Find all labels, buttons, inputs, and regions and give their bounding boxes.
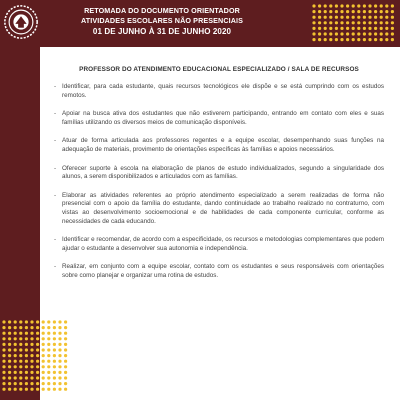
decorative-dot [357,16,360,19]
decorative-dot [25,320,28,323]
decorative-dot [391,4,394,7]
decorative-dot [42,343,45,346]
decorative-dot [380,10,383,13]
decorative-dot [340,32,343,35]
list-item: - Atuar de forma articulada aos professores regentes e a equipe escolar, desempenhando suas funções na adequação de materiais, provimento de orientações específicas às famílias e apoios necessários. [54,137,384,154]
decorative-dot [14,365,17,368]
decorative-dot [19,343,22,346]
decorative-dot [30,343,33,346]
decorative-dot [312,21,315,24]
decorative-dot [352,32,355,35]
decorative-dot [25,371,28,374]
decorative-dot [385,16,388,19]
decorative-dot [329,10,332,13]
decorative-dot [25,388,28,391]
decorative-dot [357,4,360,7]
decorative-dot [329,27,332,30]
decorative-dot [380,27,383,30]
decorative-dot [47,320,50,323]
decorative-dot [335,27,338,30]
decorative-dot [19,382,22,385]
decorative-dot [374,10,377,13]
decorative-dot [58,354,61,357]
decorative-dot [329,32,332,35]
decorative-dot [47,388,50,391]
decorative-dot [357,27,360,30]
decorative-dot [312,16,315,19]
decorative-dot [368,27,371,30]
decorative-dot [324,4,327,7]
decorative-dot [30,365,33,368]
decorative-dot [25,365,28,368]
decorative-dot [335,32,338,35]
decorative-dot [47,382,50,385]
decorative-dot [47,354,50,357]
decorative-dot [14,354,17,357]
decorative-dot [8,332,11,335]
decorative-dot [312,27,315,30]
decorative-dot [380,38,383,41]
decorative-dot [324,10,327,13]
decorative-dot [391,38,394,41]
decorative-dot [30,371,33,374]
decorative-dot [352,27,355,30]
decorative-dot [42,388,45,391]
decorative-dot [58,360,61,363]
decorative-dot [368,21,371,24]
decorative-dot [47,337,50,340]
decorative-dot [42,365,45,368]
decorative-dot [385,32,388,35]
decorative-dot [2,360,5,363]
decorative-dot [374,38,377,41]
decorative-dot [30,320,33,323]
decorative-dot [8,365,11,368]
decorative-dot [14,326,17,329]
decorative-dot [47,365,50,368]
decorative-dot [64,354,67,357]
decorative-dot [53,382,56,385]
decorative-dot [340,16,343,19]
decorative-dot [64,388,67,391]
decorative-dot [380,32,383,35]
decorative-dot [30,360,33,363]
decorative-dot [58,320,61,323]
decorative-dot [8,354,11,357]
decorative-dot [14,382,17,385]
section-title: PROFESSOR DO ATENDIMENTO EDUCACIONAL ESPECIALIZADO / SALA DE RECURSOS [79,66,359,73]
responsibilities-list [54,83,384,281]
decorative-dot [36,354,39,357]
decorative-dot [352,38,355,41]
decorative-dot [363,27,366,30]
decorative-dot [8,326,11,329]
decorative-dot [53,320,56,323]
decorative-dot [329,4,332,7]
decorative-dot [14,332,17,335]
decorative-dot [25,337,28,340]
decorative-dot [36,326,39,329]
decorative-dot [340,10,343,13]
decorative-dot [19,360,22,363]
decorative-dot [42,348,45,351]
decorative-dot [42,376,45,379]
decorative-dot [380,21,383,24]
decorative-dot [25,348,28,351]
decorative-dot [363,4,366,7]
decorative-dot [30,354,33,357]
decorative-dot [14,376,17,379]
header-title-block [52,6,272,37]
decorative-dot [385,4,388,7]
decorative-dot [53,388,56,391]
decorative-dot [2,382,5,385]
decorative-dot [346,21,349,24]
decorative-dot [30,326,33,329]
decorative-dot [64,376,67,379]
decorative-dot [58,371,61,374]
list-item: - Apoiar na busca ativa dos estudantes que não estiverem participando, entrando em contato com eles e suas famílias utilizando os diversos meios de comunicação disponíveis. [54,110,384,127]
decorative-dot [324,16,327,19]
decorative-dot [324,38,327,41]
header-date-range: 01 DE JUNHO À 31 DE JUNHO 2020 [92,27,232,36]
decorative-dot [391,16,394,19]
decorative-dot [36,371,39,374]
decorative-dot [363,16,366,19]
decorative-dot [318,38,321,41]
decorative-dot [374,27,377,30]
decorative-dot [58,332,61,335]
header-line-1: RETOMADA DO DOCUMENTO ORIENTADOR [84,6,240,15]
decorative-dot [58,348,61,351]
decorative-dot [19,320,22,323]
decorative-dot [8,360,11,363]
decorative-dot [47,343,50,346]
decorative-dot [36,360,39,363]
decorative-dot [47,326,50,329]
decorative-dot [42,332,45,335]
decorative-dot [8,371,11,374]
decorative-dot [30,376,33,379]
decorative-dot [357,21,360,24]
decorative-dot [329,38,332,41]
decorative-dot [352,4,355,7]
decorative-dot [368,16,371,19]
decorative-dot [58,382,61,385]
decorative-dot [64,337,67,340]
decorative-dot [42,337,45,340]
decorative-dot [64,348,67,351]
decorative-dot [14,360,17,363]
decorative-dot [329,16,332,19]
decorative-dot [53,354,56,357]
decorative-dot [385,38,388,41]
decorative-dot [19,348,22,351]
decorative-dot [19,365,22,368]
decorative-dot [42,326,45,329]
school-crest-icon [2,3,40,41]
decorative-dot [352,16,355,19]
decorative-dot [335,10,338,13]
decorative-dot [312,10,315,13]
decorative-dot [335,21,338,24]
decorative-dot [19,332,22,335]
decorative-dot [318,32,321,35]
decorative-dot [30,348,33,351]
decorative-dot [25,376,28,379]
decorative-dot [25,354,28,357]
decorative-dot [58,337,61,340]
decorative-dot [14,320,17,323]
list-item: - Identificar, para cada estudante, quais recursos tecnológicos ele dispõe e se está cumprindo com os estudos remotos. [54,83,384,100]
decorative-dot [318,21,321,24]
decorative-dot [30,332,33,335]
decorative-dot [391,10,394,13]
decorative-dot [346,16,349,19]
decorative-dot [19,376,22,379]
decorative-dot [14,343,17,346]
decorative-dot [8,376,11,379]
decorative-dot [47,360,50,363]
decorative-dot [36,332,39,335]
decorative-dot [2,332,5,335]
decorative-dot [312,4,315,7]
decorative-dot [14,371,17,374]
decorative-dot [374,4,377,7]
decorative-dot [2,326,5,329]
list-item: - Oferecer suporte à escola na elaboração de planos de estudo individualizados, segundo a singularidade dos alunos, a serem disponibilizados e articulados com as famílias. [54,165,384,182]
decorative-dot [357,32,360,35]
decorative-dot [335,16,338,19]
decorative-dot [385,27,388,30]
decorative-dot [363,32,366,35]
decorative-dot [64,371,67,374]
decorative-dot [25,332,28,335]
decorative-dot [14,337,17,340]
decorative-dot [385,21,388,24]
decorative-dot [25,343,28,346]
decorative-dot [2,348,5,351]
decorative-dot [312,38,315,41]
decorative-dot [19,326,22,329]
decorative-dot [318,4,321,7]
decorative-dot [19,371,22,374]
decorative-dot [36,365,39,368]
decorative-dot [53,365,56,368]
decorative-dot [380,4,383,7]
decorative-dot [340,38,343,41]
decorative-dot [42,382,45,385]
decorative-dot [363,38,366,41]
decorative-dot [318,16,321,19]
decorative-dot [2,371,5,374]
decorative-dot [30,382,33,385]
decorative-dot [64,320,67,323]
decorative-dot [329,21,332,24]
decorative-dot [19,354,22,357]
decorative-dot [36,343,39,346]
decorative-dot [8,388,11,391]
decorative-dot [2,365,5,368]
decorative-dot [368,10,371,13]
decorative-dot [346,4,349,7]
decorative-dot [53,343,56,346]
decorative-dot [391,32,394,35]
decorative-dot [30,388,33,391]
decorative-dot [346,27,349,30]
decorative-dot [352,10,355,13]
decorative-dot [53,371,56,374]
list-item: - Elaborar as atividades referentes ao próprio atendimento especializado a serem realizadas de forma não presencial com o apoio da família do estudante, dando continuidade ao trabalho realizado no contraturno, com vistas ao desenvolvimento socioemocional e de habilidades de cada componente curricular, conforme as necessidades de cada educando. [54,192,384,226]
decorative-dot [340,21,343,24]
decorative-dot [53,376,56,379]
decorative-dot [8,382,11,385]
decorative-dot [346,10,349,13]
decorative-dot [47,376,50,379]
decorative-dot [36,382,39,385]
decorative-dot [14,388,17,391]
decorative-dot [14,348,17,351]
decorative-dot [357,10,360,13]
decorative-dot [30,337,33,340]
decorative-dot [324,27,327,30]
decorative-dot [318,27,321,30]
decorative-dot [324,21,327,24]
decorative-dot [58,376,61,379]
decorative-dot [385,10,388,13]
decorative-dot [64,326,67,329]
decorative-dot [368,38,371,41]
document-body [54,66,384,291]
decorative-dot [53,360,56,363]
decorative-dot [324,32,327,35]
decorative-dot [25,382,28,385]
decorative-dot [8,320,11,323]
decorative-dot [8,348,11,351]
decorative-dot [8,337,11,340]
decorative-dot-pattern-bottom [0,318,70,398]
decorative-dot [25,326,28,329]
decorative-dot [42,354,45,357]
list-item: - Identificar e recomendar, de acordo com a especificidade, os recursos e metodologias complementares que podem ajudar o estudante a desenvolver sua autonomia e independência. [54,236,384,253]
decorative-dot [391,27,394,30]
decorative-dot [36,320,39,323]
decorative-dot [58,388,61,391]
decorative-dot [2,354,5,357]
decorative-dot [42,360,45,363]
decorative-dot [53,337,56,340]
decorative-dot [2,343,5,346]
decorative-dot [64,365,67,368]
decorative-dot [64,343,67,346]
decorative-dot [335,4,338,7]
decorative-dot [2,337,5,340]
decorative-dot [368,32,371,35]
decorative-dot [357,38,360,41]
decorative-dot [2,320,5,323]
decorative-dot [36,337,39,340]
decorative-dot [2,376,5,379]
decorative-dot [47,371,50,374]
decorative-dot [340,4,343,7]
decorative-dot [8,343,11,346]
decorative-dot [374,21,377,24]
decorative-dot [19,388,22,391]
decorative-dot [58,326,61,329]
decorative-dot [47,332,50,335]
decorative-dot [58,343,61,346]
decorative-dot [58,365,61,368]
decorative-dot [380,16,383,19]
decorative-dot [64,360,67,363]
decorative-dot [391,21,394,24]
decorative-dot [53,326,56,329]
decorative-dot-pattern-top [310,2,398,44]
decorative-dot [363,21,366,24]
decorative-dot [47,348,50,351]
decorative-dot [64,382,67,385]
decorative-dot [374,32,377,35]
decorative-dot [352,21,355,24]
decorative-dot [53,332,56,335]
decorative-dot [346,38,349,41]
decorative-dot [340,27,343,30]
decorative-dot [335,38,338,41]
decorative-dot [346,32,349,35]
list-item: - Realizar, em conjunto com a equipe escolar, contato com os estudantes e seus responsáveis com orientações sobre como planejar e organizar uma rotina de estudos. [54,263,384,280]
decorative-dot [42,320,45,323]
decorative-dot [64,332,67,335]
decorative-dot [363,10,366,13]
decorative-dot [374,16,377,19]
decorative-dot [19,337,22,340]
decorative-dot [36,348,39,351]
decorative-dot [318,10,321,13]
decorative-dot [25,360,28,363]
decorative-dot [53,348,56,351]
decorative-dot [36,376,39,379]
decorative-dot [368,4,371,7]
decorative-dot [36,388,39,391]
decorative-dot [42,371,45,374]
decorative-dot [312,32,315,35]
decorative-dot [2,388,5,391]
header-line-2: ATIVIDADES ESCOLARES NÃO PRESENCIAIS [80,16,243,25]
